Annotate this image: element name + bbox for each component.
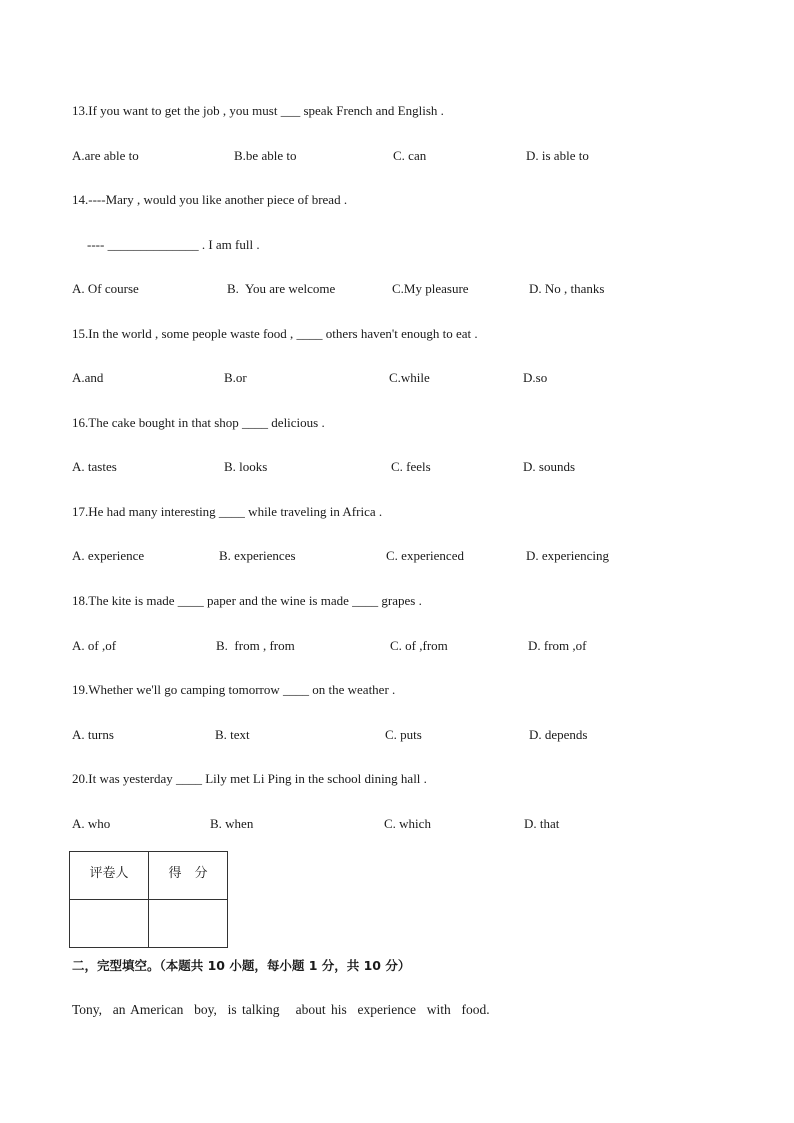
grader-label: 评卷人	[70, 852, 149, 900]
q16-option-d: D. sounds	[523, 459, 576, 474]
q18-option-a: A. of ,of	[72, 638, 117, 653]
q13-option-b: B.be able to	[234, 148, 297, 163]
q16-option-a: A. tastes	[72, 459, 117, 474]
q15-option-d: D.so	[523, 370, 548, 385]
question-19-stem: 19.Whether we'll go camping tomorrow ____ on the weather .	[72, 682, 396, 697]
q14-option-d: D. No , thanks	[529, 281, 605, 296]
score-label: 得 分	[149, 852, 228, 900]
q14-option-b: B. You are welcome	[227, 281, 336, 296]
q15-option-a: A.and	[72, 370, 104, 385]
q18-option-c: C. of ,from	[390, 638, 448, 653]
score-table	[69, 851, 228, 948]
question-15-stem: 15.In the world , some people waste food , ____ others haven't enough to eat .	[72, 326, 478, 341]
q15-option-b: B.or	[224, 370, 247, 385]
passage-intro: Tony, an American boy, is talking about his experience with food.	[72, 1002, 490, 1017]
q17-option-a: A. experience	[72, 548, 145, 563]
question-14-stem: 14.----Mary , would you like another piece of bread .	[72, 192, 348, 207]
q18-option-b: B. from , from	[216, 638, 295, 653]
section-title: 二，完型填空。（本题共 10 小题，每小题 1 分，共 10 分）	[72, 958, 411, 973]
q14-option-c: C.My pleasure	[392, 281, 469, 296]
q19-option-a: A. turns	[72, 727, 114, 742]
q19-option-b: B. text	[215, 727, 250, 742]
q19-option-d: D. depends	[529, 727, 588, 742]
q13-option-d: D. is able to	[526, 148, 589, 163]
q16-option-b: B. looks	[224, 459, 268, 474]
q20-option-c: C. which	[384, 816, 431, 831]
grader-cell	[70, 900, 149, 948]
q20-option-b: B. when	[210, 816, 254, 831]
q16-option-c: C. feels	[391, 459, 431, 474]
q13-option-a: A.are able to	[72, 148, 139, 163]
question-13-stem: 13.If you want to get the job , you must ___ speak French and English .	[72, 103, 444, 118]
q20-option-d: D. that	[524, 816, 560, 831]
q14-option-a: A. Of course	[72, 281, 139, 296]
q17-option-d: D. experiencing	[526, 548, 610, 563]
q17-option-c: C. experienced	[386, 548, 464, 563]
q18-option-d: D. from ,of	[528, 638, 587, 653]
q20-option-a: A. who	[72, 816, 111, 831]
question-16-stem: 16.The cake bought in that shop ____ delicious .	[72, 415, 325, 430]
score-cell	[149, 900, 228, 948]
q19-option-c: C. puts	[385, 727, 422, 742]
q15-option-c: C.while	[389, 370, 430, 385]
q13-option-c: C. can	[393, 148, 427, 163]
question-18-stem: 18.The kite is made ____ paper and the wine is made ____ grapes .	[72, 593, 422, 608]
q17-option-b: B. experiences	[219, 548, 296, 563]
question-14-reply: ---- ______________ . I am full .	[87, 237, 260, 252]
question-17-stem: 17.He had many interesting ____ while traveling in Africa .	[72, 504, 383, 519]
question-20-stem: 20.It was yesterday ____ Lily met Li Ping in the school dining hall .	[72, 771, 427, 786]
